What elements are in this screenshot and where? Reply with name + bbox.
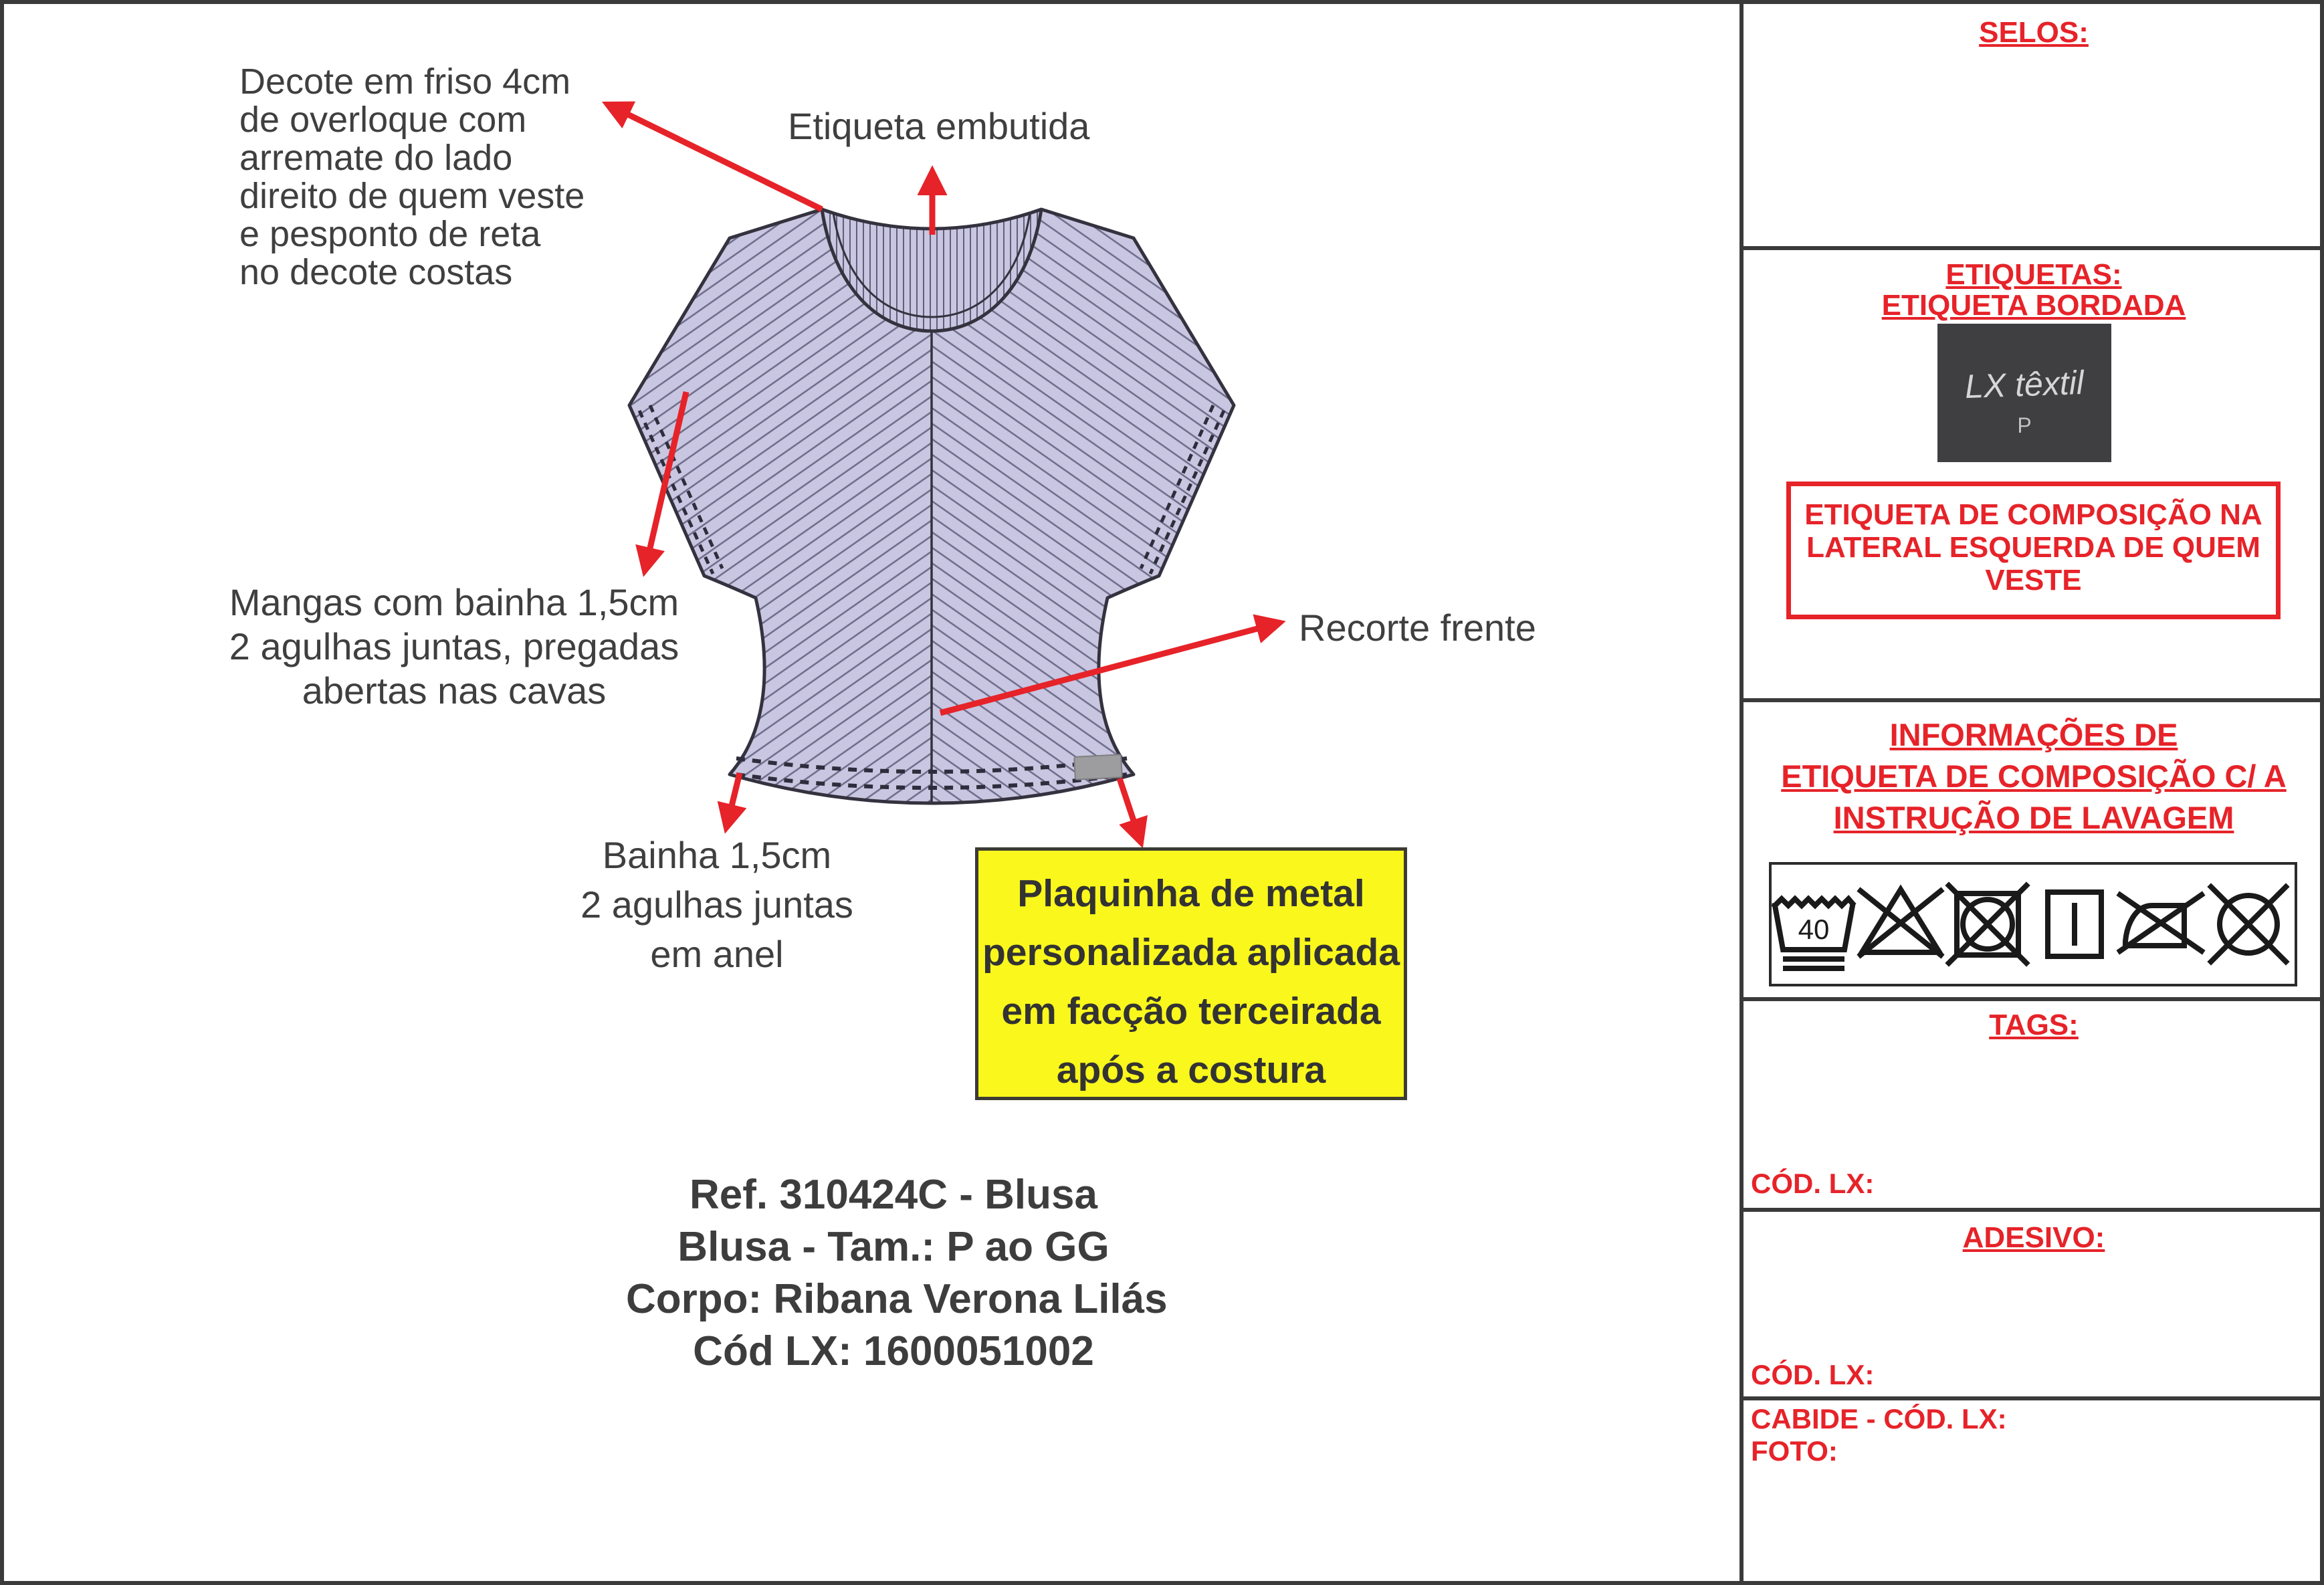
note-neckline-line: de overloque com — [239, 100, 527, 140]
note-hem-line: Bainha 1,5cm — [602, 834, 832, 876]
cabide-cod-lx-label: CABIDE - CÓD. LX: — [1751, 1403, 2007, 1435]
product-ref-line: Ref. 310424C - Blusa — [690, 1172, 1097, 1218]
note-hem — [516, 831, 918, 979]
drip-dry-icon — [2048, 892, 2101, 956]
panel-divider-4 — [1739, 1208, 2324, 1212]
foto-label: FOTO: — [1751, 1435, 1838, 1467]
note-sleeves-line: 2 agulhas juntas, pregadas — [229, 625, 679, 667]
note-embedded-label: Etiqueta embutida — [788, 105, 1090, 147]
do-not-dry-clean-icon — [2211, 887, 2286, 962]
do-not-iron-icon — [2120, 895, 2202, 951]
note-neckline-line: arremate do lado — [239, 138, 513, 178]
section-tags-title: TAGS: — [1989, 1009, 2079, 1041]
panel-divider-2 — [1739, 698, 2324, 702]
panel-divider-3 — [1739, 997, 2324, 1001]
etiqueta-bordada-subtitle: ETIQUETA BORDADA — [1881, 289, 2186, 322]
do-not-tumble-dry-icon — [1949, 885, 2026, 963]
note-sleeves-line: abertas nas cavas — [302, 669, 607, 712]
composition-note-line: LATERAL ESQUERDA DE QUEM — [1806, 531, 2260, 564]
metal-plate-note-line: em facção terceirada — [1001, 990, 1381, 1033]
arrow-plaquinha — [1120, 778, 1141, 843]
section-etiquetas-title: ETIQUETAS: — [1945, 258, 2122, 291]
note-sleeves — [197, 580, 712, 713]
note-sleeves-line: Mangas com bainha 1,5cm — [229, 581, 679, 623]
metal-plate-note-line: personalizada aplicada — [982, 931, 1400, 974]
wash-temp-value: 40 — [1798, 914, 1830, 945]
note-hem-line: 2 agulhas juntas — [580, 883, 853, 926]
note-hem-line: em anel — [650, 933, 784, 975]
brand-name: LX têxtil — [1964, 363, 2085, 406]
composition-note-line: ETIQUETA DE COMPOSIÇÃO NA — [1804, 498, 2262, 531]
section-adesivo-title: ADESIVO: — [1962, 1221, 2105, 1254]
care-symbols-box — [1769, 862, 2297, 986]
note-neckline-line: no decote costas — [239, 252, 513, 292]
shirt-body — [606, 191, 1268, 860]
panel-divider-1 — [1739, 246, 2324, 250]
note-neckline-line: Decote em friso 4cm — [239, 62, 571, 102]
arrow-bainha — [726, 773, 740, 828]
tags-cod-lx-label: CÓD. LX: — [1751, 1168, 1875, 1199]
metal-plate — [1074, 754, 1122, 780]
product-reference — [626, 1169, 1168, 1378]
section-info-title — [1744, 714, 2324, 839]
section-selos-title: SELOS: — [1979, 16, 2089, 49]
info-title-line: ETIQUETA DE COMPOSIÇÃO C/ A — [1781, 758, 2287, 794]
panel-divider-5 — [1739, 1396, 2324, 1400]
brand-size: P — [2017, 413, 2032, 437]
composition-label-note — [1786, 482, 2281, 619]
embroidered-brand-label — [1937, 324, 2111, 462]
care-symbols — [1772, 865, 2295, 984]
product-code-line: Cód LX: 1600051002 — [693, 1328, 1094, 1374]
product-fabric-line: Corpo: Ribana Verona Lilás — [626, 1276, 1168, 1322]
note-neckline-line: direito de quem veste — [239, 176, 585, 216]
do-not-bleach-icon — [1861, 889, 1941, 955]
wash-40-very-mild-icon — [1775, 899, 1853, 968]
metal-plate-note — [975, 847, 1407, 1100]
info-title-line: INFORMAÇÕES DE — [1889, 717, 2178, 752]
metal-plate-note-line: Plaquinha de metal — [1017, 872, 1365, 915]
note-neckline-line: e pesponto de reta — [239, 214, 541, 254]
note-front-cut: Recorte frente — [1299, 607, 1536, 649]
adesivo-cod-lx-label: CÓD. LX: — [1751, 1359, 1875, 1390]
metal-plate-note-line: após a costura — [1056, 1049, 1326, 1091]
product-size-line: Blusa - Tam.: P ao GG — [677, 1224, 1110, 1270]
composition-note-line: VESTE — [1985, 564, 2082, 597]
note-neckline — [239, 63, 585, 292]
info-title-line: INSTRUÇÃO DE LAVAGEM — [1833, 800, 2234, 835]
